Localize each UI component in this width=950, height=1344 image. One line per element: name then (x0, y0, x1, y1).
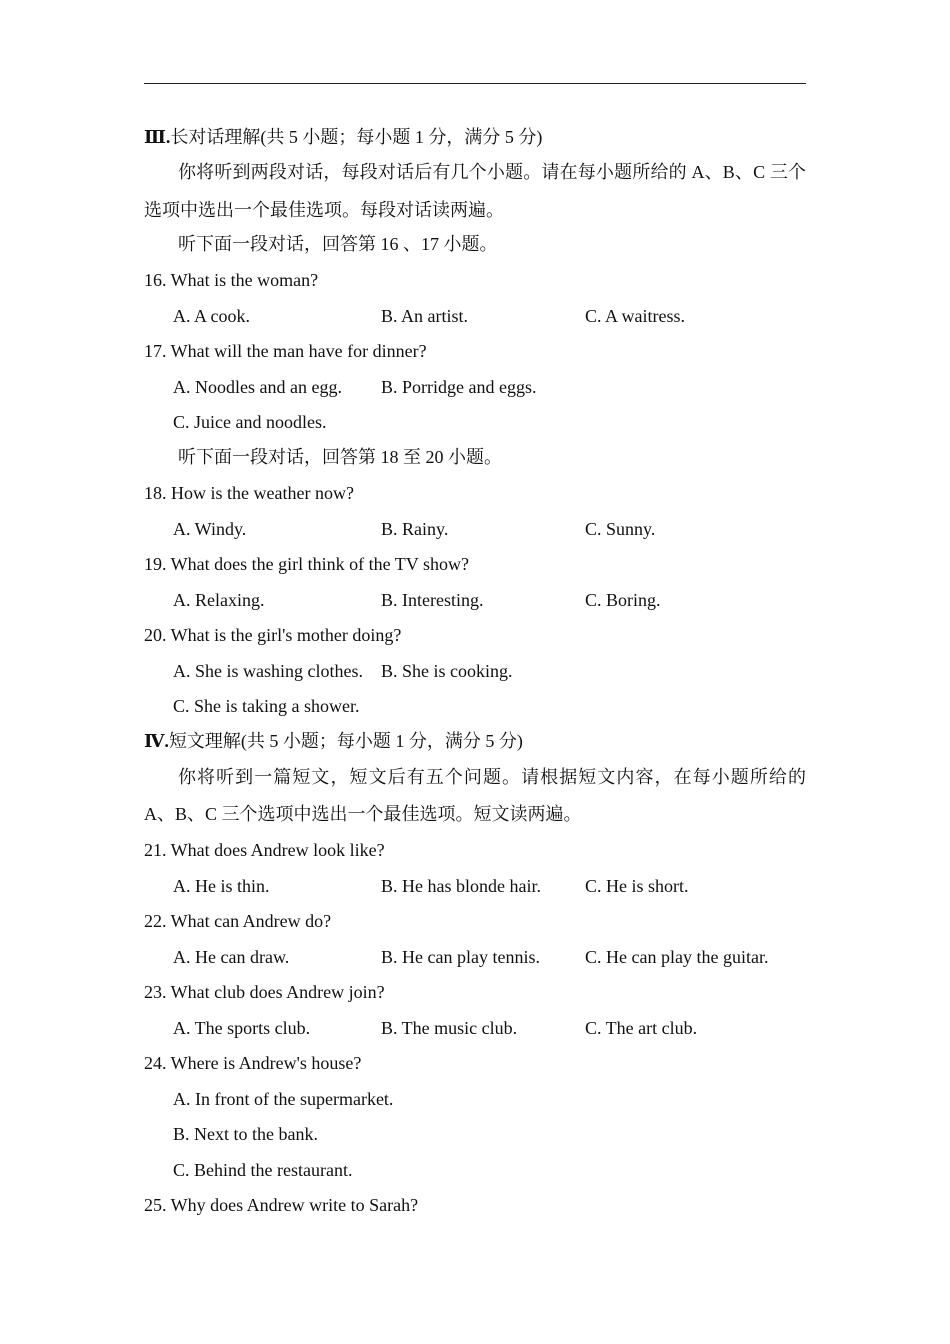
q16-option-a: A. A cook. (173, 306, 251, 326)
q18-option-b: B. Rainy. (381, 519, 449, 539)
section-4-title: 短文理解(共 5 小题；每小题 1 分，满分 5 分) (168, 731, 523, 751)
dialog-2-prompt: 听下面一段对话，回答第 18 至 20 小题。 (178, 447, 502, 467)
q17-option-c: C. Juice and noodles. (173, 412, 327, 432)
section-4-numeral: Ⅳ. (144, 731, 169, 751)
q21-option-b: B. He has blonde hair. (381, 876, 541, 896)
q19-option-b: B. Interesting. (381, 590, 484, 610)
section-3-instructions-line2: 选项中选出一个最佳选项。每段对话读两遍。 (144, 200, 504, 220)
q17-option-b: B. Porridge and eggs. (381, 377, 537, 397)
q24-option-a: A. In front of the supermarket. (173, 1089, 394, 1109)
q23-option-c: C. The art club. (585, 1018, 698, 1038)
question-25: 25. Why does Andrew write to Sarah? (144, 1195, 419, 1215)
section-3-instructions-line1: 你将听到两段对话，每段对话后有几个小题。请在每小题所给的 A、B、C 三个 (178, 162, 806, 182)
question-19: 19. What does the girl think of the TV show? (144, 554, 469, 574)
question-24: 24. Where is Andrew's house? (144, 1053, 362, 1073)
question-16: 16. What is the woman? (144, 270, 319, 290)
q24-option-b: B. Next to the bank. (173, 1124, 318, 1144)
q20-option-a: A. She is washing clothes. (173, 661, 363, 681)
header-rule (144, 83, 806, 84)
dialog-1-prompt: 听下面一段对话，回答第 16 、17 小题。 (178, 234, 498, 254)
section-4-instructions-line1: 你将听到一篇短文，短文后有五个问题。请根据短文内容，在每小题所给的 (178, 767, 806, 787)
question-21: 21. What does Andrew look like? (144, 840, 385, 860)
question-22: 22. What can Andrew do? (144, 911, 332, 931)
q22-option-b: B. He can play tennis. (381, 947, 540, 967)
q18-option-a: A. Windy. (173, 519, 247, 539)
q24-option-c: C. Behind the restaurant. (173, 1160, 353, 1180)
q21-option-a: A. He is thin. (173, 876, 270, 896)
q18-option-c: C. Sunny. (585, 519, 656, 539)
question-20: 20. What is the girl's mother doing? (144, 625, 402, 645)
question-18: 18. How is the weather now? (144, 483, 354, 503)
q19-option-a: A. Relaxing. (173, 590, 265, 610)
q20-option-b: B. She is cooking. (381, 661, 513, 681)
section-3-numeral: Ⅲ. (144, 127, 171, 147)
q23-option-a: A. The sports club. (173, 1018, 311, 1038)
q16-option-c: C. A waitress. (585, 306, 686, 326)
section-4-instructions-line2: A、B、C 三个选项中选出一个最佳选项。短文读两遍。 (144, 804, 582, 824)
q20-option-c: C. She is taking a shower. (173, 696, 360, 716)
question-23: 23. What club does Andrew join? (144, 982, 385, 1002)
q23-option-b: B. The music club. (381, 1018, 518, 1038)
q22-option-c: C. He can play the guitar. (585, 947, 769, 967)
section-3-heading (144, 125, 542, 149)
q21-option-c: C. He is short. (585, 876, 689, 896)
q22-option-a: A. He can draw. (173, 947, 290, 967)
q16-option-b: B. An artist. (381, 306, 469, 326)
q19-option-c: C. Boring. (585, 590, 661, 610)
section-3-title: 长对话理解(共 5 小题；每小题 1 分，满分 5 分) (170, 127, 543, 147)
q17-option-a: A. Noodles and an egg. (173, 377, 342, 397)
question-17: 17. What will the man have for dinner? (144, 341, 427, 361)
section-4-heading (144, 729, 523, 753)
